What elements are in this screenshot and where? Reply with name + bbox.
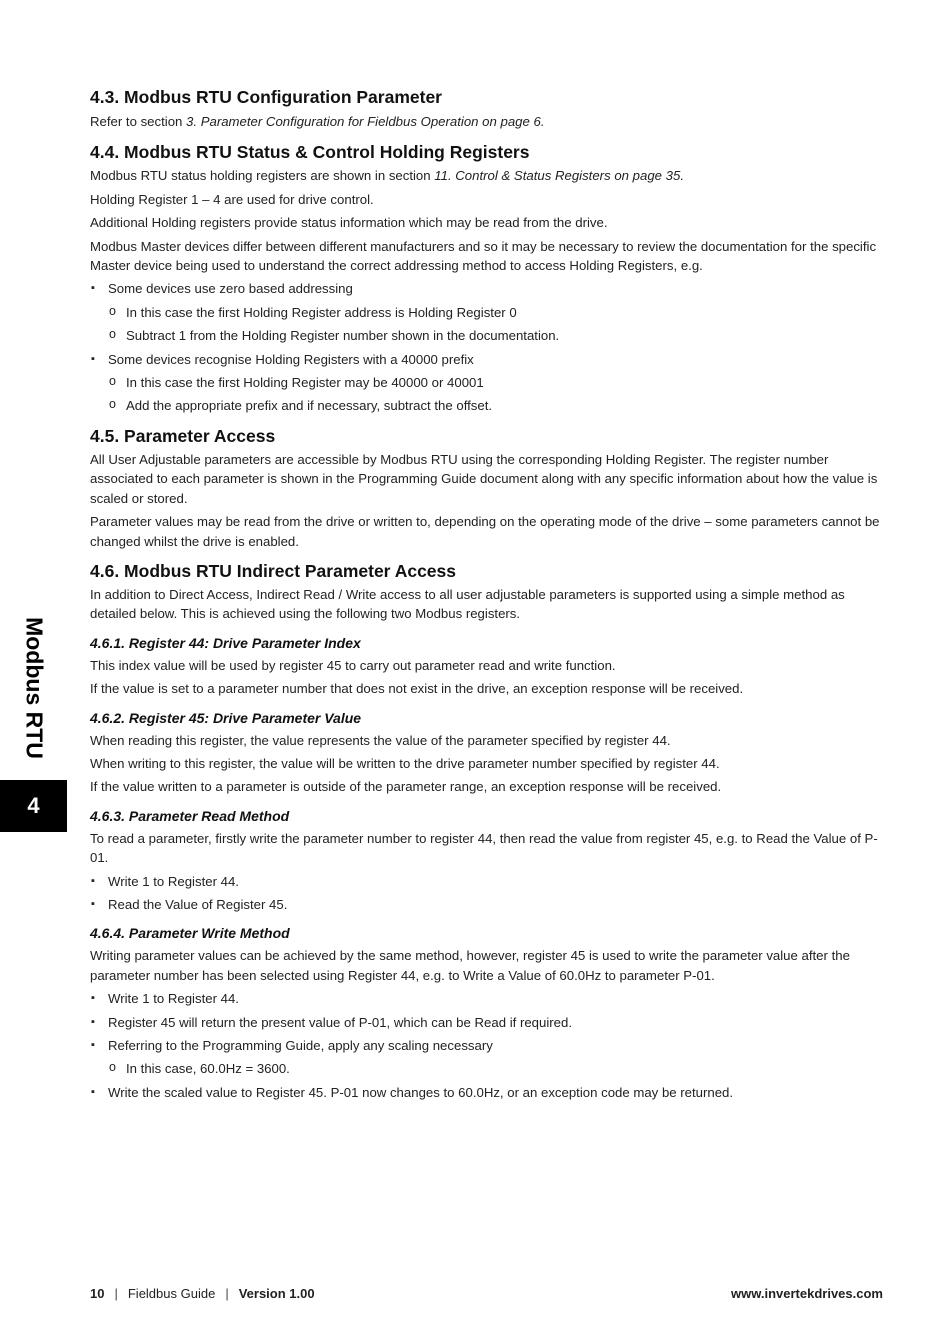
subsection-heading-4-6-4: 4.6.4. Parameter Write Method	[90, 925, 290, 942]
section-4-4-text-4: Modbus Master devices differ between different manufacturers and so it may be necessary to review the documentation for the specific Master device being used to understand the correct addressing method to access Holding Registers, e.g.	[90, 238, 877, 274]
footer-separator: |	[225, 1286, 229, 1301]
page-content	[90, 86, 885, 1102]
list-subitem: o Subtract 1 from the Holding Register number shown in the documentation.	[90, 326, 885, 345]
subsection-4-6-2-text-1: When reading this register, the value represents the value of the parameter specified by register 44.	[90, 732, 671, 748]
addressing-list	[90, 279, 885, 415]
list-subitem: o In this case the first Holding Register address is Holding Register 0	[90, 303, 885, 322]
section-heading-4-3: 4.3. Modbus RTU Configuration Parameter	[90, 87, 442, 107]
section-4-4-text-1	[90, 166, 885, 185]
list-subitem: o In this case, 60.0Hz = 3600.	[90, 1059, 885, 1078]
page-footer	[90, 1286, 883, 1301]
list-item: ▪ Write 1 to Register 44.	[90, 989, 885, 1008]
subsection-4-6-2-text-3: If the value written to a parameter is outside of the parameter range, an exception response will be received.	[90, 779, 722, 795]
sidebar-chapter-title: Modbus RTU	[21, 617, 48, 759]
subsection-4-6-4-text-1: Writing parameter values can be achieved by the same method, however, register 45 is used to write the parameter value after the parameter number has been selected using Register 44, e.g. to Write a Value of 60.0Hz to parameter P-01.	[90, 948, 850, 983]
section-heading-4-4: 4.4. Modbus RTU Status & Control Holding Registers	[90, 142, 530, 163]
chapter-number: 4	[27, 793, 40, 818]
footer-version: Version 1.00	[238, 1286, 315, 1301]
text-prefix: Refer to section	[90, 114, 187, 129]
section-reference-link[interactable]: 3. Parameter Configuration for Fieldbus Operation on page 6.	[186, 114, 545, 129]
list-subitem: o Add the appropriate prefix and if necessary, subtract the offset.	[90, 396, 885, 415]
subsection-4-6-1-text-1: This index value will be used by register 45 to carry out parameter read and write function.	[90, 657, 616, 673]
subsection-4-6-3-text-1: To read a parameter, firstly write the parameter number to register 44, then read the value from register 45, e.g. to Read the Value of P-01.	[90, 830, 878, 866]
page-number: 10	[90, 1286, 105, 1301]
subsection-4-6-2-text-2: When writing to this register, the value will be written to the drive parameter number specified by register 44.	[90, 755, 720, 771]
list-item: ▪ Register 45 will return the present value of P-01, which can be Read if required.	[90, 1013, 885, 1032]
list-item: ▪ Some devices use zero based addressing	[90, 279, 885, 298]
footer-separator: |	[114, 1286, 118, 1301]
list-item: ▪ Write the scaled value to Register 45. P-01 now changes to 60.0Hz, or an exception code may be returned.	[90, 1083, 885, 1102]
section-4-6-text-1: In addition to Direct Access, Indirect Read / Write access to all user adjustable parameters is supported using a simple method as detailed below. This is achieved using the following two Modbus registers.	[90, 586, 845, 622]
list-item: ▪ Read the Value of Register 45.	[90, 895, 885, 914]
section-4-3-text	[90, 112, 885, 131]
section-heading-4-6: 4.6. Modbus RTU Indirect Parameter Access	[90, 560, 457, 581]
footer-left	[90, 1286, 315, 1301]
list-item: ▪ Write 1 to Register 44.	[90, 872, 885, 891]
read-method-list	[90, 872, 885, 915]
text-prefix: Modbus RTU status holding registers are shown in section	[90, 168, 435, 184]
footer-guide-name: Fieldbus Guide	[127, 1286, 216, 1301]
list-item: ▪ Referring to the Programming Guide, apply any scaling necessary	[90, 1036, 885, 1055]
subsection-heading-4-6-2: 4.6.2. Register 45: Drive Parameter Value	[90, 709, 362, 726]
section-4-4-text-3: Additional Holding registers provide status information which may be read from the drive.	[90, 215, 608, 231]
subsection-4-6-1-text-2: If the value is set to a parameter number that does not exist in the drive, an exception response will be received.	[90, 681, 744, 697]
section-4-5-text-1: All User Adjustable parameters are accessible by Modbus RTU using the corresponding Holding Register. The register number associated to each parameter is shown in the Programming Guide document along with any specific information about how the value is scaled or stored.	[90, 451, 878, 506]
chapter-number-tab	[0, 780, 67, 832]
section-4-4-text-2: Holding Register 1 – 4 are used for drive control.	[90, 191, 374, 207]
write-method-list	[90, 989, 885, 1102]
subsection-heading-4-6-3: 4.6.3. Parameter Read Method	[90, 807, 290, 824]
section-reference-link[interactable]: 11. Control & Status Registers on page 35.	[434, 168, 684, 184]
list-subitem: o In this case the first Holding Register may be 40000 or 40001	[90, 373, 885, 392]
list-item: ▪ Some devices recognise Holding Registers with a 40000 prefix	[90, 350, 885, 369]
subsection-heading-4-6-1: 4.6.1. Register 44: Drive Parameter Index	[90, 634, 361, 651]
section-4-5-text-2: Parameter values may be read from the drive or written to, depending on the operating mode of the drive – some parameters cannot be changed whilst the drive is enabled.	[90, 514, 880, 549]
section-heading-4-5: 4.5. Parameter Access	[90, 425, 276, 446]
footer-website-link[interactable]: www.invertekdrives.com	[731, 1286, 883, 1301]
